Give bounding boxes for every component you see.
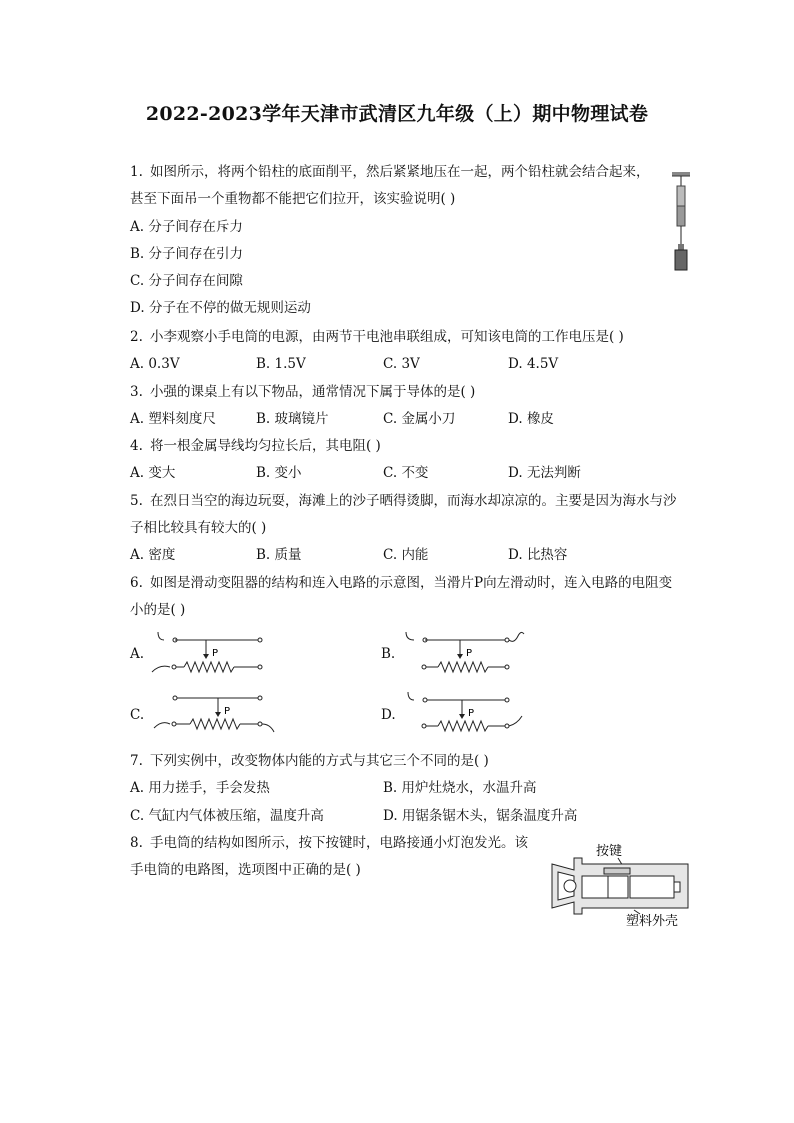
lead-cylinder-figure [670, 170, 694, 275]
q4-option-d[interactable]: D. 无法判断 [508, 465, 581, 481]
question-2-line-1: 2. 小李观察小手电筒的电源，由两节干电池串联组成，可知该电筒的工作电压是( ) [130, 329, 624, 345]
q6-option-c[interactable]: C. [130, 707, 145, 723]
q5-option-b[interactable]: B. 质量 [256, 547, 302, 563]
question-1-line-2: 甚至下面吊一个重物都不能把它们拉开，该实验说明( ) [130, 191, 456, 207]
flashlight-figure [548, 838, 698, 930]
q1-option-a[interactable]: A. 分子间存在斥力 [130, 219, 243, 235]
question-5-line-1: 5. 在烈日当空的海边玩耍，海滩上的沙子晒得烫脚，而海水却凉凉的。主要是因为海水与沙 [130, 493, 677, 509]
q7-option-a[interactable]: A. 用力搓手，手会发热 [130, 780, 270, 796]
question-number: 1. [130, 164, 143, 180]
slider-label: P [212, 648, 219, 659]
q4-option-b[interactable]: B. 变小 [256, 465, 302, 481]
question-6-line-2: 小的是( ) [130, 602, 186, 618]
push-button-icon [604, 868, 630, 874]
rheostat-figure-c [150, 690, 280, 738]
slider-label: P [224, 706, 231, 717]
q2-option-b[interactable]: B. 1.5V [256, 356, 306, 372]
q7-option-b[interactable]: B. 用炉灶烧水，水温升高 [383, 780, 537, 796]
question-8-line-1: 8. 手电筒的结构如图所示，按下按键时，电路接通小灯泡发光。该 [130, 835, 528, 851]
q2-option-d[interactable]: D. 4.5V [508, 356, 559, 372]
question-5-line-2: 子相比较具有较大的( ) [130, 520, 267, 536]
question-1-line-1: 1. 如图所示，将两个铅柱的底面削平，然后紧紧地压在一起，两个铅柱就会结合起来， [130, 164, 650, 180]
q1-option-d[interactable]: D. 分子在不停的做无规则运动 [130, 300, 311, 316]
slider-label: P [466, 648, 473, 659]
q7-option-c[interactable]: C. 气缸内气体被压缩，温度升高 [130, 808, 324, 824]
q6-option-a[interactable]: A. [130, 646, 145, 662]
rheostat-figure-b [400, 630, 530, 680]
rheostat-figure-a [150, 630, 270, 680]
q4-option-a[interactable]: A. 变大 [130, 465, 176, 481]
q1-option-b[interactable]: B. 分子间存在引力 [130, 246, 244, 262]
q2-option-c[interactable]: C. 3V [383, 356, 420, 372]
q3-option-a[interactable]: A. 塑料刻度尺 [130, 411, 216, 427]
question-8-line-2: 手电筒的电路图，选项图中正确的是( ) [130, 862, 361, 878]
slider-label: P [468, 708, 475, 719]
q3-option-c[interactable]: C. 金属小刀 [383, 411, 456, 427]
q3-option-d[interactable]: D. 橡皮 [508, 411, 554, 427]
question-4-line-1: 4. 将一根金属导线均匀拉长后，其电阻( ) [130, 438, 381, 454]
q3-option-b[interactable]: B. 玻璃镜片 [256, 411, 329, 427]
question-7-line-1: 7. 下列实例中，改变物体内能的方式与其它三个不同的是( ) [130, 753, 489, 769]
button-label: 按键 [596, 844, 623, 859]
q6-option-d[interactable]: D. [381, 707, 396, 723]
q5-option-c[interactable]: C. 内能 [383, 547, 429, 563]
q5-option-a[interactable]: A. 密度 [130, 547, 176, 563]
q2-option-a[interactable]: A. 0.3V [130, 356, 180, 372]
rheostat-figure-d [400, 690, 530, 738]
question-3-line-1: 3. 小强的课桌上有以下物品，通常情况下属于导体的是( ) [130, 384, 476, 400]
question-6-line-1: 6. 如图是滑动变阻器的结构和连入电路的示意图，当滑片P向左滑动时，连入电路的电阻变 [130, 575, 673, 591]
page-title: 2022-2023学年天津市武清区九年级（上）期中物理试卷 [145, 103, 649, 125]
q5-option-d[interactable]: D. 比热容 [508, 547, 568, 563]
shell-label: 塑料外壳 [626, 914, 679, 929]
q7-option-d[interactable]: D. 用锯条锯木头，锯条温度升高 [383, 808, 578, 824]
q6-option-b[interactable]: B. [381, 646, 396, 662]
q1-option-c[interactable]: C. 分子间存在间隙 [130, 273, 243, 289]
q4-option-c[interactable]: C. 不变 [383, 465, 429, 481]
